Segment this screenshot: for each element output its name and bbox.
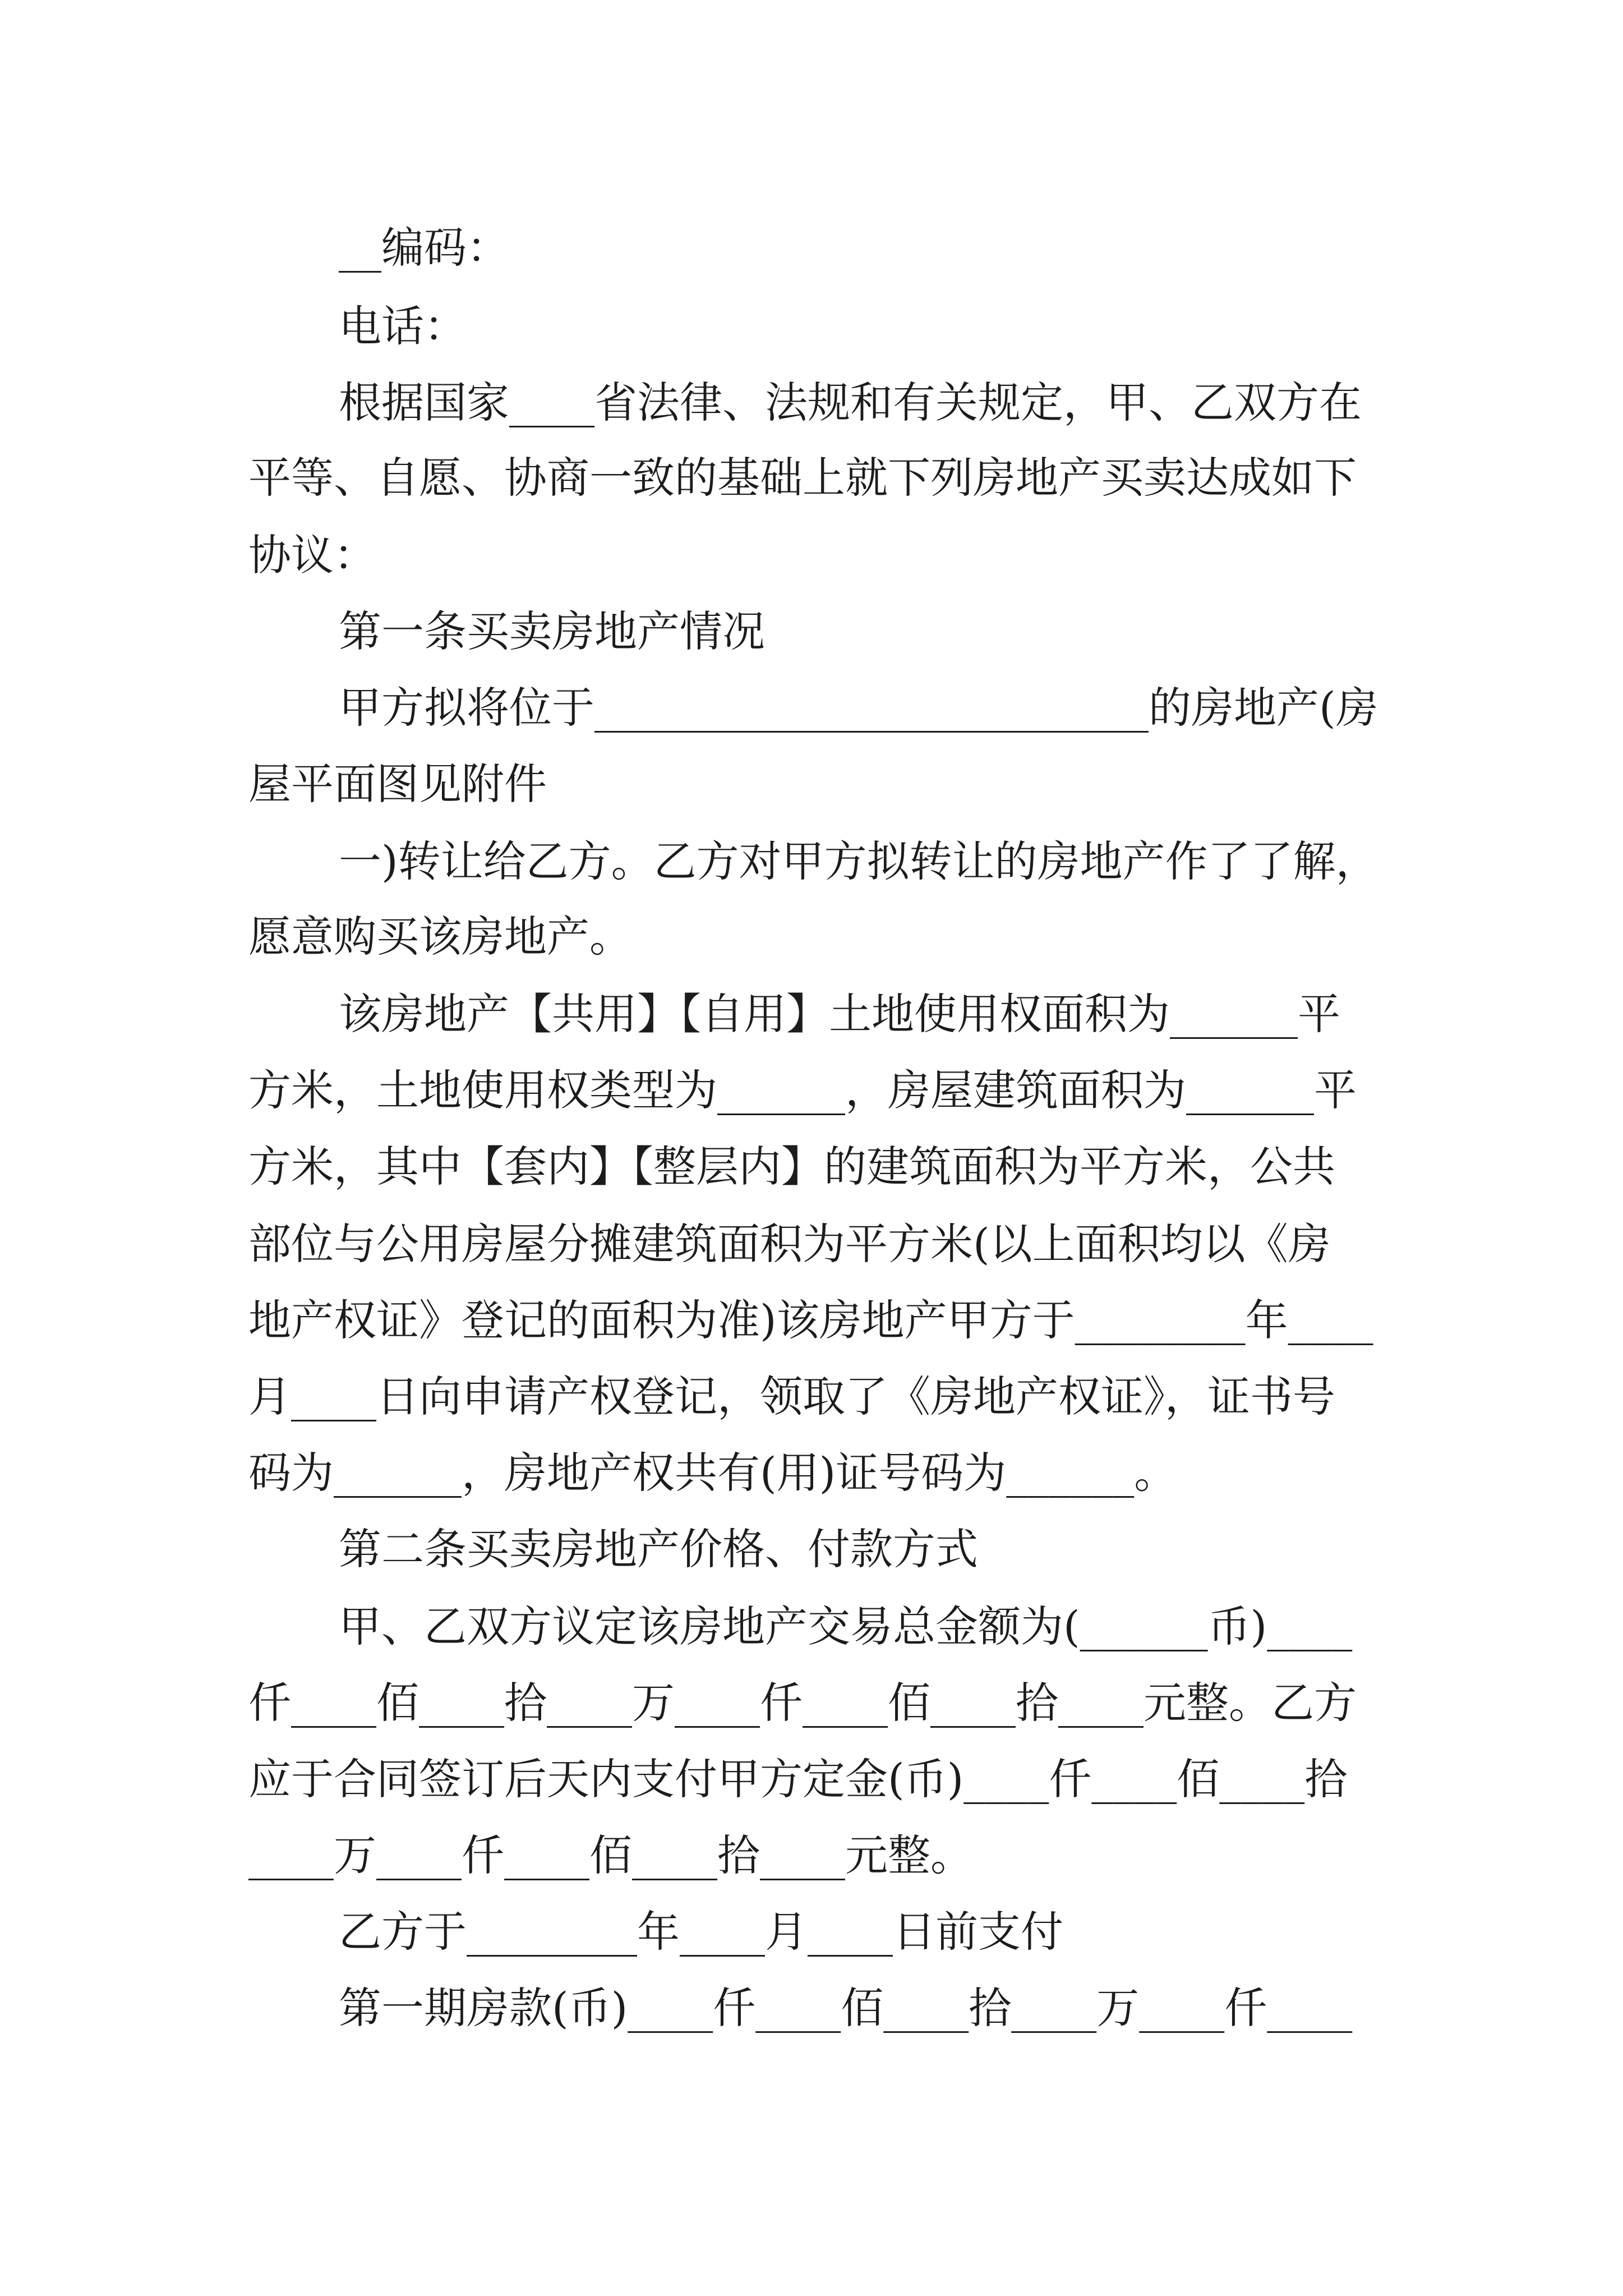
article-1-line-2: 屋平面图见附件: [248, 759, 547, 809]
article-1-heading: 第一条买卖房地产情况: [339, 606, 765, 656]
payment-date-line: 乙方于________年____月____日前支付: [339, 1907, 1063, 1957]
postal-code-line: __编码：: [339, 223, 509, 273]
article-1-line-4: 愿意购买该房地产。: [248, 912, 632, 961]
area-line-5: 地产权证》登记的面积为准)该房地产甲方于________年____: [248, 1295, 1373, 1345]
preamble-line-2: 平等、自愿、协商一致的基础上就下列房地产买卖达成如下: [248, 453, 1357, 503]
area-line-1: 该房地产【共用】【自用】土地使用权面积为______平: [339, 989, 1340, 1039]
article-1-line-1: 甲方拟将位于__________________________的房地产(房: [339, 683, 1378, 733]
article-2-heading: 第二条买卖房地产价格、付款方式: [339, 1524, 978, 1574]
price-line-1: 甲、乙双方议定该房地产交易总金额为(______币)____: [339, 1602, 1353, 1651]
price-line-3: 应于合同签订后天内支付甲方定金(币)____仟____佰____拾: [248, 1754, 1348, 1804]
area-line-2: 方米，土地使用权类型为______，房屋建筑面积为______平: [248, 1065, 1357, 1115]
preamble-line-3: 协议：: [248, 530, 376, 580]
telephone-line: 电话：: [339, 301, 467, 351]
area-line-3: 方米，其中【套内】【整层内】的建筑面积为平方米，公共: [248, 1142, 1335, 1191]
area-line-7: 码为______，房地产权共有(用)证号码为______。: [248, 1448, 1177, 1498]
first-installment-line: 第一期房款(币)____仟____佰____拾____万____仟____: [339, 1983, 1353, 2033]
preamble-line-1: 根据国家____省法律、法规和有关规定，甲、乙双方在: [339, 378, 1362, 427]
article-1-line-3: 一)转让给乙方。乙方对甲方拟转让的房地产作了了解，: [339, 836, 1378, 886]
price-line-2: 仟____佰____拾____万____仟____佰____拾____元整。乙方: [248, 1678, 1357, 1728]
area-line-6: 月____日向申请产权登记，领取了《房地产权证》，证书号: [248, 1372, 1335, 1421]
price-line-4: ____万____仟____佰____拾____元整。: [248, 1830, 973, 1880]
area-line-4: 部位与公用房屋分摊建筑面积为平方米(以上面积均以《房: [248, 1219, 1331, 1269]
